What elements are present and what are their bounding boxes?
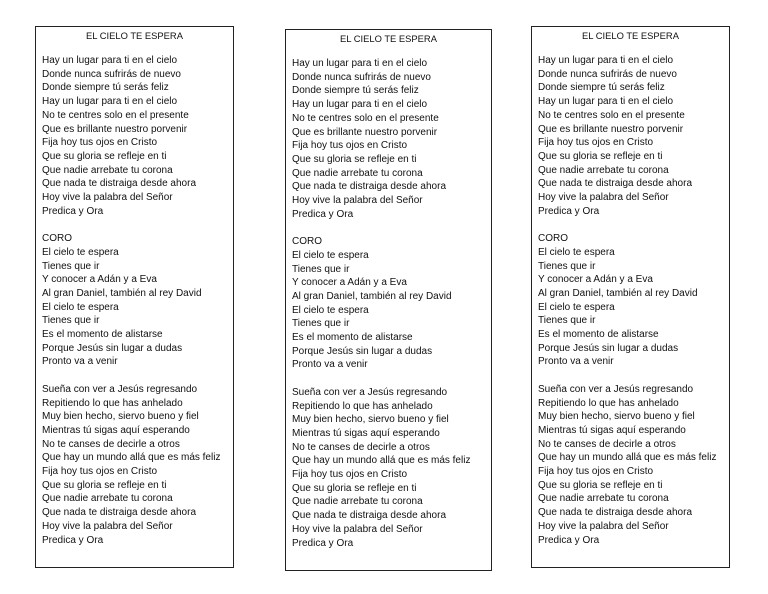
lyric-line: Que su gloria se refleje en ti — [538, 150, 663, 162]
lyric-line: Que nadie arrebate tu corona — [538, 164, 669, 176]
chorus-heading: CORO — [42, 233, 72, 245]
lyric-line: Al gran Daniel, también al rey David — [538, 287, 698, 299]
song-title: EL CIELO TE ESPERA — [582, 30, 679, 41]
lyric-line: Que su gloria se refleje en ti — [538, 479, 663, 491]
lyric-line: Predica y Ora — [42, 534, 104, 546]
lyric-line: Que nada te distraiga desde ahora — [292, 181, 446, 193]
lyric-line: Que nada te distraiga desde ahora — [42, 507, 196, 519]
lyric-line: Y conocer a Adán y a Eva — [42, 274, 157, 286]
lyric-line: Hay un lugar para ti en el cielo — [538, 96, 674, 108]
stanza-spacer — [42, 369, 233, 383]
lyric-line: Que su gloria se refleje en ti — [42, 479, 167, 491]
stanza-spacer — [538, 369, 729, 383]
lyric-line: Y conocer a Adán y a Eva — [538, 274, 653, 286]
lyric-line: El cielo te espera — [292, 304, 369, 316]
lyric-line: No te centres solo en el presente — [42, 109, 189, 121]
chorus-heading: CORO — [292, 236, 322, 248]
lyric-line: Hoy vive la palabra del Señor — [292, 523, 423, 535]
lyrics-body — [42, 54, 233, 547]
lyric-line: Predica y Ora — [538, 534, 600, 546]
lyric-line: Y conocer a Adán y a Eva — [292, 277, 407, 289]
lyric-line: El cielo te espera — [292, 249, 369, 261]
lyric-line: Hoy vive la palabra del Señor — [538, 520, 669, 532]
lyric-line: Donde siempre tú serás feliz — [42, 82, 169, 94]
lyrics-card-1 — [35, 26, 234, 568]
lyric-line: No te canses de decirle a otros — [292, 441, 430, 453]
lyric-line: Que su gloria se refleje en ti — [292, 482, 417, 494]
lyrics-body — [292, 57, 491, 550]
lyric-line: Que nada te distraiga desde ahora — [42, 178, 196, 190]
lyric-line: Hay un lugar para ti en el cielo — [538, 55, 674, 66]
lyric-line: No te centres solo en el presente — [292, 112, 439, 124]
lyric-line: Que hay un mundo allá que es más feliz — [42, 452, 221, 464]
lyric-line: Fija hoy tus ojos en Cristo — [538, 137, 654, 149]
lyric-line: Hay un lugar para ti en el cielo — [42, 55, 178, 66]
lyric-line: Hoy vive la palabra del Señor — [42, 520, 173, 532]
lyric-line: Que es brillante nuestro porvenir — [292, 126, 438, 138]
lyric-line: Pronto va a venir — [538, 356, 614, 368]
lyric-line: Hay un lugar para ti en el cielo — [292, 58, 428, 69]
lyric-line: Repitiendo lo que has anhelado — [292, 400, 433, 412]
lyric-line: Predica y Ora — [538, 205, 600, 217]
lyric-line: El cielo te espera — [538, 301, 615, 313]
lyric-line: Pronto va a venir — [292, 359, 368, 371]
lyric-line: El cielo te espera — [538, 246, 615, 258]
stanza-spacer — [292, 372, 491, 386]
lyric-line: El cielo te espera — [42, 301, 119, 313]
lyric-line: Fija hoy tus ojos en Cristo — [42, 466, 158, 478]
lyric-line: Hoy vive la palabra del Señor — [42, 192, 173, 204]
lyric-line: Muy bien hecho, siervo bueno y fiel — [538, 411, 695, 423]
lyric-line: Fija hoy tus ojos en Cristo — [42, 137, 158, 149]
lyric-line: Fija hoy tus ojos en Cristo — [292, 469, 408, 481]
lyric-line: Que nada te distraiga desde ahora — [538, 507, 692, 519]
song-title: EL CIELO TE ESPERA — [86, 30, 183, 41]
lyric-line: El cielo te espera — [42, 246, 119, 258]
lyric-line: Al gran Daniel, también al rey David — [292, 290, 452, 302]
lyric-line: Tienes que ir — [292, 318, 350, 330]
lyric-line: Que su gloria se refleje en ti — [292, 153, 417, 165]
lyric-line: Repitiendo lo que has anhelado — [42, 397, 183, 409]
lyric-line: Donde siempre tú serás feliz — [292, 85, 419, 97]
lyric-line: Que nadie arrebate tu corona — [292, 167, 423, 179]
lyric-line: Mientras tú sigas aquí esperando — [292, 427, 440, 439]
lyric-line: Porque Jesús sin lugar a dudas — [292, 345, 433, 357]
lyric-line: Hoy vive la palabra del Señor — [538, 192, 669, 204]
lyric-line: Que es brillante nuestro porvenir — [42, 123, 188, 135]
lyric-line: Tienes que ir — [538, 260, 596, 272]
lyrics-body — [538, 54, 729, 547]
lyric-line: Predica y Ora — [42, 205, 104, 217]
lyric-line: Hay un lugar para ti en el cielo — [292, 99, 428, 111]
lyric-line: Sueña con ver a Jesús regresando — [292, 386, 448, 398]
lyric-line: Que nada te distraiga desde ahora — [292, 510, 446, 522]
lyric-line: Sueña con ver a Jesús regresando — [538, 383, 694, 395]
stanza-spacer — [538, 218, 729, 232]
lyric-line: Que es brillante nuestro porvenir — [538, 123, 684, 135]
lyric-line: Donde nunca sufrirás de nuevo — [538, 68, 677, 80]
lyric-line: Que nadie arrebate tu corona — [292, 496, 423, 508]
lyric-line: Tienes que ir — [292, 263, 350, 275]
stanza-spacer — [292, 221, 491, 235]
lyric-line: Mientras tú sigas aquí esperando — [538, 424, 686, 436]
lyric-line: Tienes que ir — [42, 315, 100, 327]
lyric-line: Que su gloria se refleje en ti — [42, 150, 167, 162]
lyric-line: Predica y Ora — [292, 537, 354, 549]
lyric-line: Porque Jesús sin lugar a dudas — [538, 342, 679, 354]
lyric-line: Es el momento de alistarse — [292, 332, 413, 344]
lyric-line: Predica y Ora — [292, 208, 354, 220]
lyric-line: Donde nunca sufrirás de nuevo — [292, 71, 431, 83]
lyric-line: Que nadie arrebate tu corona — [538, 493, 669, 505]
lyric-line: Mientras tú sigas aquí esperando — [42, 424, 190, 436]
song-title: EL CIELO TE ESPERA — [340, 33, 437, 44]
lyric-line: Repitiendo lo que has anhelado — [538, 397, 679, 409]
stanza-spacer — [42, 218, 233, 232]
lyric-line: Hay un lugar para ti en el cielo — [42, 96, 178, 108]
lyric-line: Que nadie arrebate tu corona — [42, 164, 173, 176]
lyric-line: Que nada te distraiga desde ahora — [538, 178, 692, 190]
lyric-line: Fija hoy tus ojos en Cristo — [292, 140, 408, 152]
lyric-line: Hoy vive la palabra del Señor — [292, 195, 423, 207]
lyric-line: Muy bien hecho, siervo bueno y fiel — [42, 411, 199, 423]
lyrics-card-3 — [531, 26, 730, 568]
lyric-line: Muy bien hecho, siervo bueno y fiel — [292, 414, 449, 426]
lyric-line: Es el momento de alistarse — [42, 329, 163, 341]
lyric-line: Fija hoy tus ojos en Cristo — [538, 466, 654, 478]
lyric-line: Que hay un mundo allá que es más feliz — [538, 452, 717, 464]
lyric-line: No te canses de decirle a otros — [42, 438, 180, 450]
chorus-heading: CORO — [538, 233, 568, 245]
lyric-line: Porque Jesús sin lugar a dudas — [42, 342, 183, 354]
lyric-line: Donde nunca sufrirás de nuevo — [42, 68, 181, 80]
lyric-line: Que hay un mundo allá que es más feliz — [292, 455, 471, 467]
lyric-line: Donde siempre tú serás feliz — [538, 82, 665, 94]
lyrics-card-2 — [285, 29, 492, 571]
lyric-line: Tienes que ir — [538, 315, 596, 327]
lyric-line: Sueña con ver a Jesús regresando — [42, 383, 198, 395]
lyric-line: Al gran Daniel, también al rey David — [42, 287, 202, 299]
lyric-line: Tienes que ir — [42, 260, 100, 272]
lyric-line: Es el momento de alistarse — [538, 329, 659, 341]
lyric-line: Pronto va a venir — [42, 356, 118, 368]
lyric-line: No te canses de decirle a otros — [538, 438, 676, 450]
lyric-line: Que nadie arrebate tu corona — [42, 493, 173, 505]
lyric-line: No te centres solo en el presente — [538, 109, 685, 121]
